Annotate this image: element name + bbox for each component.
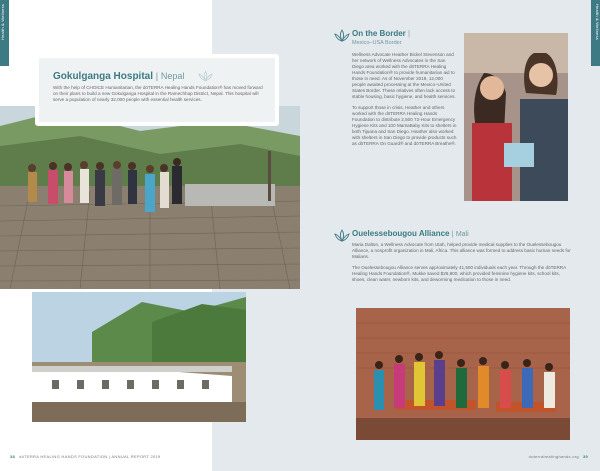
side-tab-right	[591, 0, 600, 66]
border-children-photo	[464, 33, 568, 201]
border-title	[352, 29, 410, 38]
mali-school-photo	[356, 308, 570, 440]
gokulganga-feature-box	[35, 54, 279, 126]
hospital-building-photo	[32, 292, 246, 422]
lotus-icon	[334, 29, 350, 42]
gokulganga-title-text: Gokulganga Hospital	[53, 71, 154, 82]
gokulganga-body: With the help of CHOICE Humanitarian, the dōTERRA Healing Hands Foundation® has moved forward on their plans to build a new Gokulganga Hospital in the Ramechhap District, Nepal. This hospital will serve a population of nearly 32,000 people with essential health services.	[53, 85, 263, 102]
lotus-icon	[198, 70, 213, 82]
mali-separator: |	[451, 231, 454, 238]
footer-right	[529, 454, 588, 459]
footer-left-text: dōTERRA HEALING HANDS FOUNDATION | ANNUAL REPORT 2019	[19, 454, 161, 459]
mali-paragraph: Maria Dalton, a Wellness Advocate from Utah, helped provide medical supplies to the Ouelessebougou Alliance, a nonprofit organization in Mali, Africa. This alliance was formed to address basic human needs for Malians.	[352, 242, 571, 259]
construction-team-photo	[0, 106, 300, 289]
page-number-right: 39	[582, 454, 588, 459]
side-tab-left	[0, 0, 9, 66]
mali-title-text: Ouelessebougou Alliance	[352, 229, 450, 238]
border-paragraph: To support those in crisis, Heather and others worked with the dōTERRA Healing Hands Foundation to distribute 2,500 72-Hour Emergency Hygiene Kits and 100 MamaBaby Kits to shelters in both Tijuana and San Diego. Heather also worked with shelters in San Diego to provide products such as dōTERRA On Guard® and dōTERRA Breathe®.	[352, 105, 457, 146]
border-body	[352, 52, 457, 152]
side-tab-left-label: Health & Wellness	[0, 4, 5, 41]
hospital-building-image	[32, 292, 246, 422]
mali-paragraph: The Ouelessebougou Alliance serves approximately 41,500 individuals each year. Through the dōTERRA Healing Hands Foundation®, Mukke saved $26,800, which provided feminine hygiene kits, school kits, shoes, clean water, newborn kits, and deworming medication to those in need.	[352, 265, 566, 282]
gokulganga-title	[53, 71, 263, 82]
lotus-icon	[334, 229, 350, 242]
page-number-left: 38	[10, 454, 16, 459]
gokulganga-location: Nepal	[160, 71, 185, 81]
gokulganga-separator: |	[155, 71, 159, 81]
border-title-text: On the Border	[352, 29, 406, 38]
mali-location: Mali	[455, 231, 469, 238]
footer-left	[10, 454, 161, 459]
border-subtitle: Mexico–USA Border	[352, 40, 402, 46]
border-children-image	[464, 33, 568, 201]
footer-right-link[interactable]: doterrahealinghands.org	[528, 454, 579, 459]
mali-school-image	[356, 308, 570, 440]
mali-title	[352, 229, 469, 238]
border-paragraph: Wellness Advocate Heather Bickel Stevenson and her network of Wellness Advocates in the San Diego area worked with the dōTERRA Healing Hands Foundation® to provide humanitarian aid to those in need. As of November 2019, 12,000 people awaited processing at the Mexico–United States Border. These relatives often lack access to stable housing, basic hygiene, and health services.	[352, 52, 456, 99]
border-separator: |	[408, 29, 411, 38]
mali-body	[352, 242, 572, 288]
construction-team-image	[0, 106, 300, 289]
side-tab-right-label: Health & Wellness	[595, 4, 600, 41]
